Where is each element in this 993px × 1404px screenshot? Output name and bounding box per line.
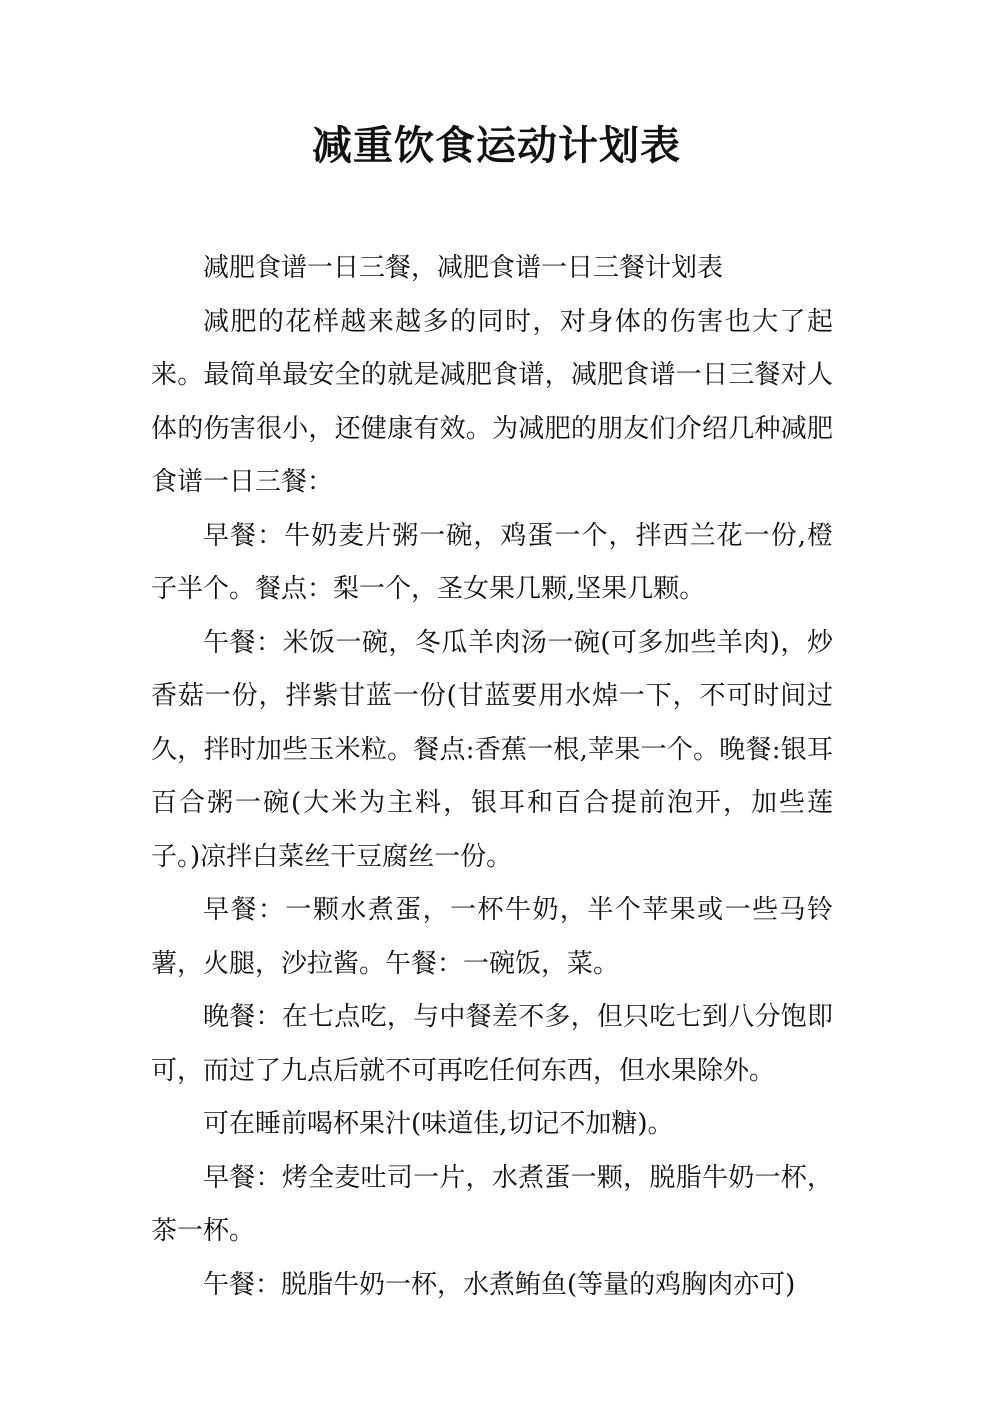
paragraph-menu-1-breakfast: 早餐：牛奶麦片粥一碗，鸡蛋一个，拌西兰花一份,橙子半个。餐点：梨一个，圣女果几颗,坚果几颗。 — [151, 520, 833, 604]
paragraph-menu-1-lunch-dinner: 午餐：米饭一碗，冬瓜羊肉汤一碗(可多加些羊肉)，炒香菇一份，拌紫甘蓝一份(甘蓝要用水焯一下，不可时间过久，拌时加些玉米粒。餐点:香蕉一根,苹果一个。晚餐:银耳百合粥一碗(大米为主料，银耳和百合提前泡开，加些莲子。)凉拌白菜丝干豆腐丝一份。 — [151, 627, 833, 872]
document-title: 减重饮食运动计划表 — [312, 122, 681, 169]
paragraph-menu-2-night: 可在睡前喝杯果汁(味道佳,切记不加糖)。 — [203, 1109, 674, 1139]
document-body — [151, 242, 833, 1312]
paragraph-overview: 减肥的花样越来越多的同时，对身体的伤害也大了起来。最简单最安全的就是减肥食谱，减肥食谱一日三餐对人体的伤害很小，还健康有效。为减肥的朋友们介绍几种减肥食谱一日三餐： — [151, 306, 833, 497]
paragraph-menu-3-lunch: 午餐：脱脂牛奶一杯，水煮鲔鱼(等量的鸡胸肉亦可) — [203, 1269, 796, 1300]
paragraph-menu-2-dinner: 晚餐：在七点吃，与中餐差不多，但只吃七到八分饱即可，而过了九点后就不可再吃任何东西，但水果除外。 — [151, 1002, 833, 1086]
paragraph-menu-3-breakfast: 早餐：烤全麦吐司一片，水煮蛋一颗，脱脂牛奶一杯，茶一杯。 — [151, 1162, 833, 1246]
paragraph-menu-2-breakfast-lunch: 早餐：一颗水煮蛋，一杯牛奶，半个苹果或一些马铃薯，火腿，沙拉酱。午餐：一碗饭，菜。 — [151, 895, 833, 979]
paragraph-intro: 减肥食谱一日三餐，减肥食谱一日三餐计划表 — [203, 253, 724, 283]
